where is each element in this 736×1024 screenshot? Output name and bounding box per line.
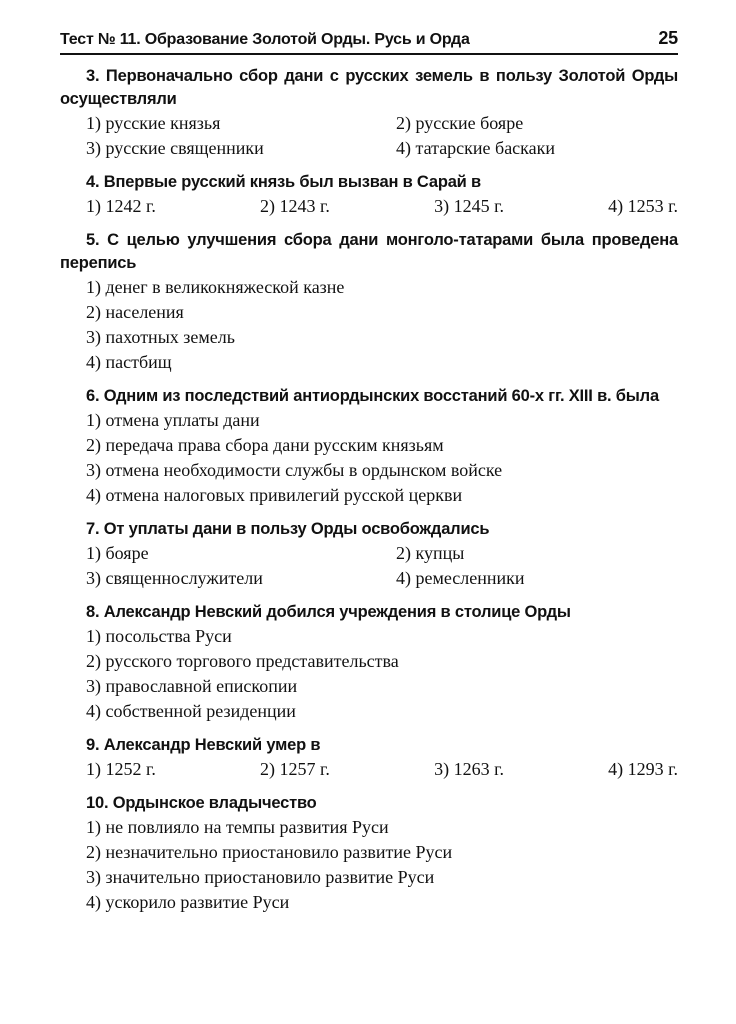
option: 4) ремесленники <box>396 568 525 588</box>
option: 4) ускорило развитие Руси <box>86 892 290 912</box>
page-header <box>60 28 678 55</box>
option: 2) русские бояре <box>396 113 524 133</box>
option: 2) 1257 г. <box>260 759 330 779</box>
option: 4) 1253 г. <box>608 196 678 216</box>
option: 3) священнослужители <box>86 568 263 588</box>
option: 1) 1242 г. <box>86 196 156 216</box>
question-text: 9. Александр Невский умер в <box>86 736 321 754</box>
header-title: Тест № 11. Образование Золотой Орды. Русь и Орда <box>60 31 470 48</box>
option: 4) собственной резиденции <box>86 701 296 721</box>
question-3 <box>60 65 678 161</box>
question-4 <box>60 171 678 219</box>
option: 2) населения <box>86 302 184 322</box>
option: 1) бояре <box>86 543 149 563</box>
question-text: 10. Ордынское владычество <box>86 794 317 812</box>
document-page <box>60 28 678 915</box>
option: 2) незначительно приостановило развитие Руси <box>86 842 453 862</box>
page-number: 25 <box>658 28 678 48</box>
option: 3) 1245 г. <box>434 196 504 216</box>
option: 2) передача права сбора дани русским князьям <box>86 435 444 455</box>
option: 1) русские князья <box>86 113 221 133</box>
option: 1) 1252 г. <box>86 759 156 779</box>
question-8 <box>60 601 678 724</box>
options-grid <box>60 541 678 591</box>
question-text: 8. Александр Невский добился учреждения в столице Орды <box>86 603 571 621</box>
question-7 <box>60 518 678 591</box>
options-row <box>60 194 678 219</box>
options-grid <box>60 111 678 161</box>
question-text: 4. Впервые русский князь был вызван в Сарай в <box>86 173 481 191</box>
question-text: 3. Первоначально сбор дани с русских земель в пользу Золотой Орды осуществляли <box>60 67 678 108</box>
option: 3) отмена необходимости службы в ордынском войске <box>86 460 503 480</box>
options-row <box>60 757 678 782</box>
question-6 <box>60 385 678 508</box>
option: 3) 1263 г. <box>434 759 504 779</box>
question-text: 7. От уплаты дани в пользу Орды освобождались <box>86 520 490 538</box>
question-10 <box>60 792 678 915</box>
option: 3) православной епископии <box>86 676 298 696</box>
option: 3) русские священники <box>86 138 264 158</box>
option: 2) купцы <box>396 543 465 563</box>
option: 4) отмена налоговых привилегий русской церкви <box>86 485 463 505</box>
option: 1) посольства Руси <box>86 626 232 646</box>
option: 4) 1293 г. <box>608 759 678 779</box>
option: 1) отмена уплаты дани <box>86 410 260 430</box>
question-5 <box>60 229 678 375</box>
option: 4) татарские баскаки <box>396 138 556 158</box>
question-9 <box>60 734 678 782</box>
question-text: 6. Одним из последствий антиордынских восстаний 60-х гг. XIII в. была <box>86 387 659 405</box>
option: 1) денег в великокняжеской казне <box>86 277 345 297</box>
option: 3) значительно приостановило развитие Руси <box>86 867 435 887</box>
option: 1) не повлияло на темпы развития Руси <box>86 817 389 837</box>
option: 2) 1243 г. <box>260 196 330 216</box>
option: 3) пахотных земель <box>86 327 235 347</box>
option: 4) пастбищ <box>86 352 172 372</box>
question-text: 5. С целью улучшения сбора дани монголо-татарами была проведена перепись <box>60 231 678 272</box>
option: 2) русского торгового представительства <box>86 651 399 671</box>
